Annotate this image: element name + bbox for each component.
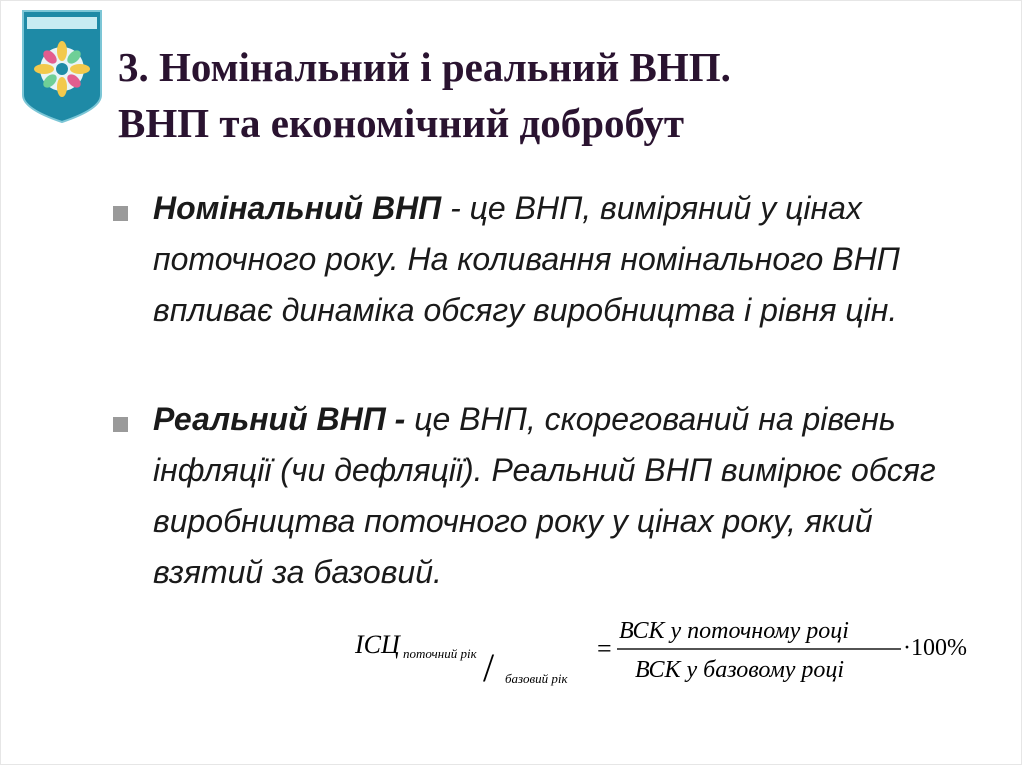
bullet-definition: це ВНП, скорегований на рівень інфляції (чи дефляції). Реальний ВНП вимірює обсяг виробництва поточного року у цінах року, який взятий за базовий.	[153, 401, 936, 590]
formula-subscript-base-year: базовий рік	[505, 671, 568, 686]
bullet-text	[153, 394, 953, 598]
bullet-definition: - це ВНП, виміряний у цінах поточного року. На коливання номінального ВНП впливає динаміка обсягу виробництва і рівня цін.	[153, 190, 900, 328]
square-bullet-icon	[113, 206, 128, 221]
bullet-text	[153, 183, 953, 336]
formula-subscript-current-year: поточний рік	[403, 646, 477, 661]
formula-lhs: ІСЦ	[355, 630, 400, 659]
formula-numerator: ВСК у поточному році	[619, 618, 849, 644]
formula-slash: /	[483, 645, 495, 690]
slide-title	[118, 39, 998, 151]
title-line-1: 3. Номінальний і реальний ВНП.	[118, 44, 731, 90]
title-line-2: ВНП та економічний добробут	[118, 100, 685, 146]
cpi-formula	[353, 613, 983, 693]
university-logo-icon	[21, 9, 103, 124]
formula-denominator: ВСК у базовому році	[635, 657, 845, 683]
formula-equals: =	[597, 634, 612, 663]
formula-multiplier: ·100%	[903, 635, 967, 661]
bullet-term: Реальний ВНП -	[153, 401, 406, 437]
square-bullet-icon	[113, 417, 128, 432]
bullet-term: Номінальний ВНП	[153, 190, 442, 226]
